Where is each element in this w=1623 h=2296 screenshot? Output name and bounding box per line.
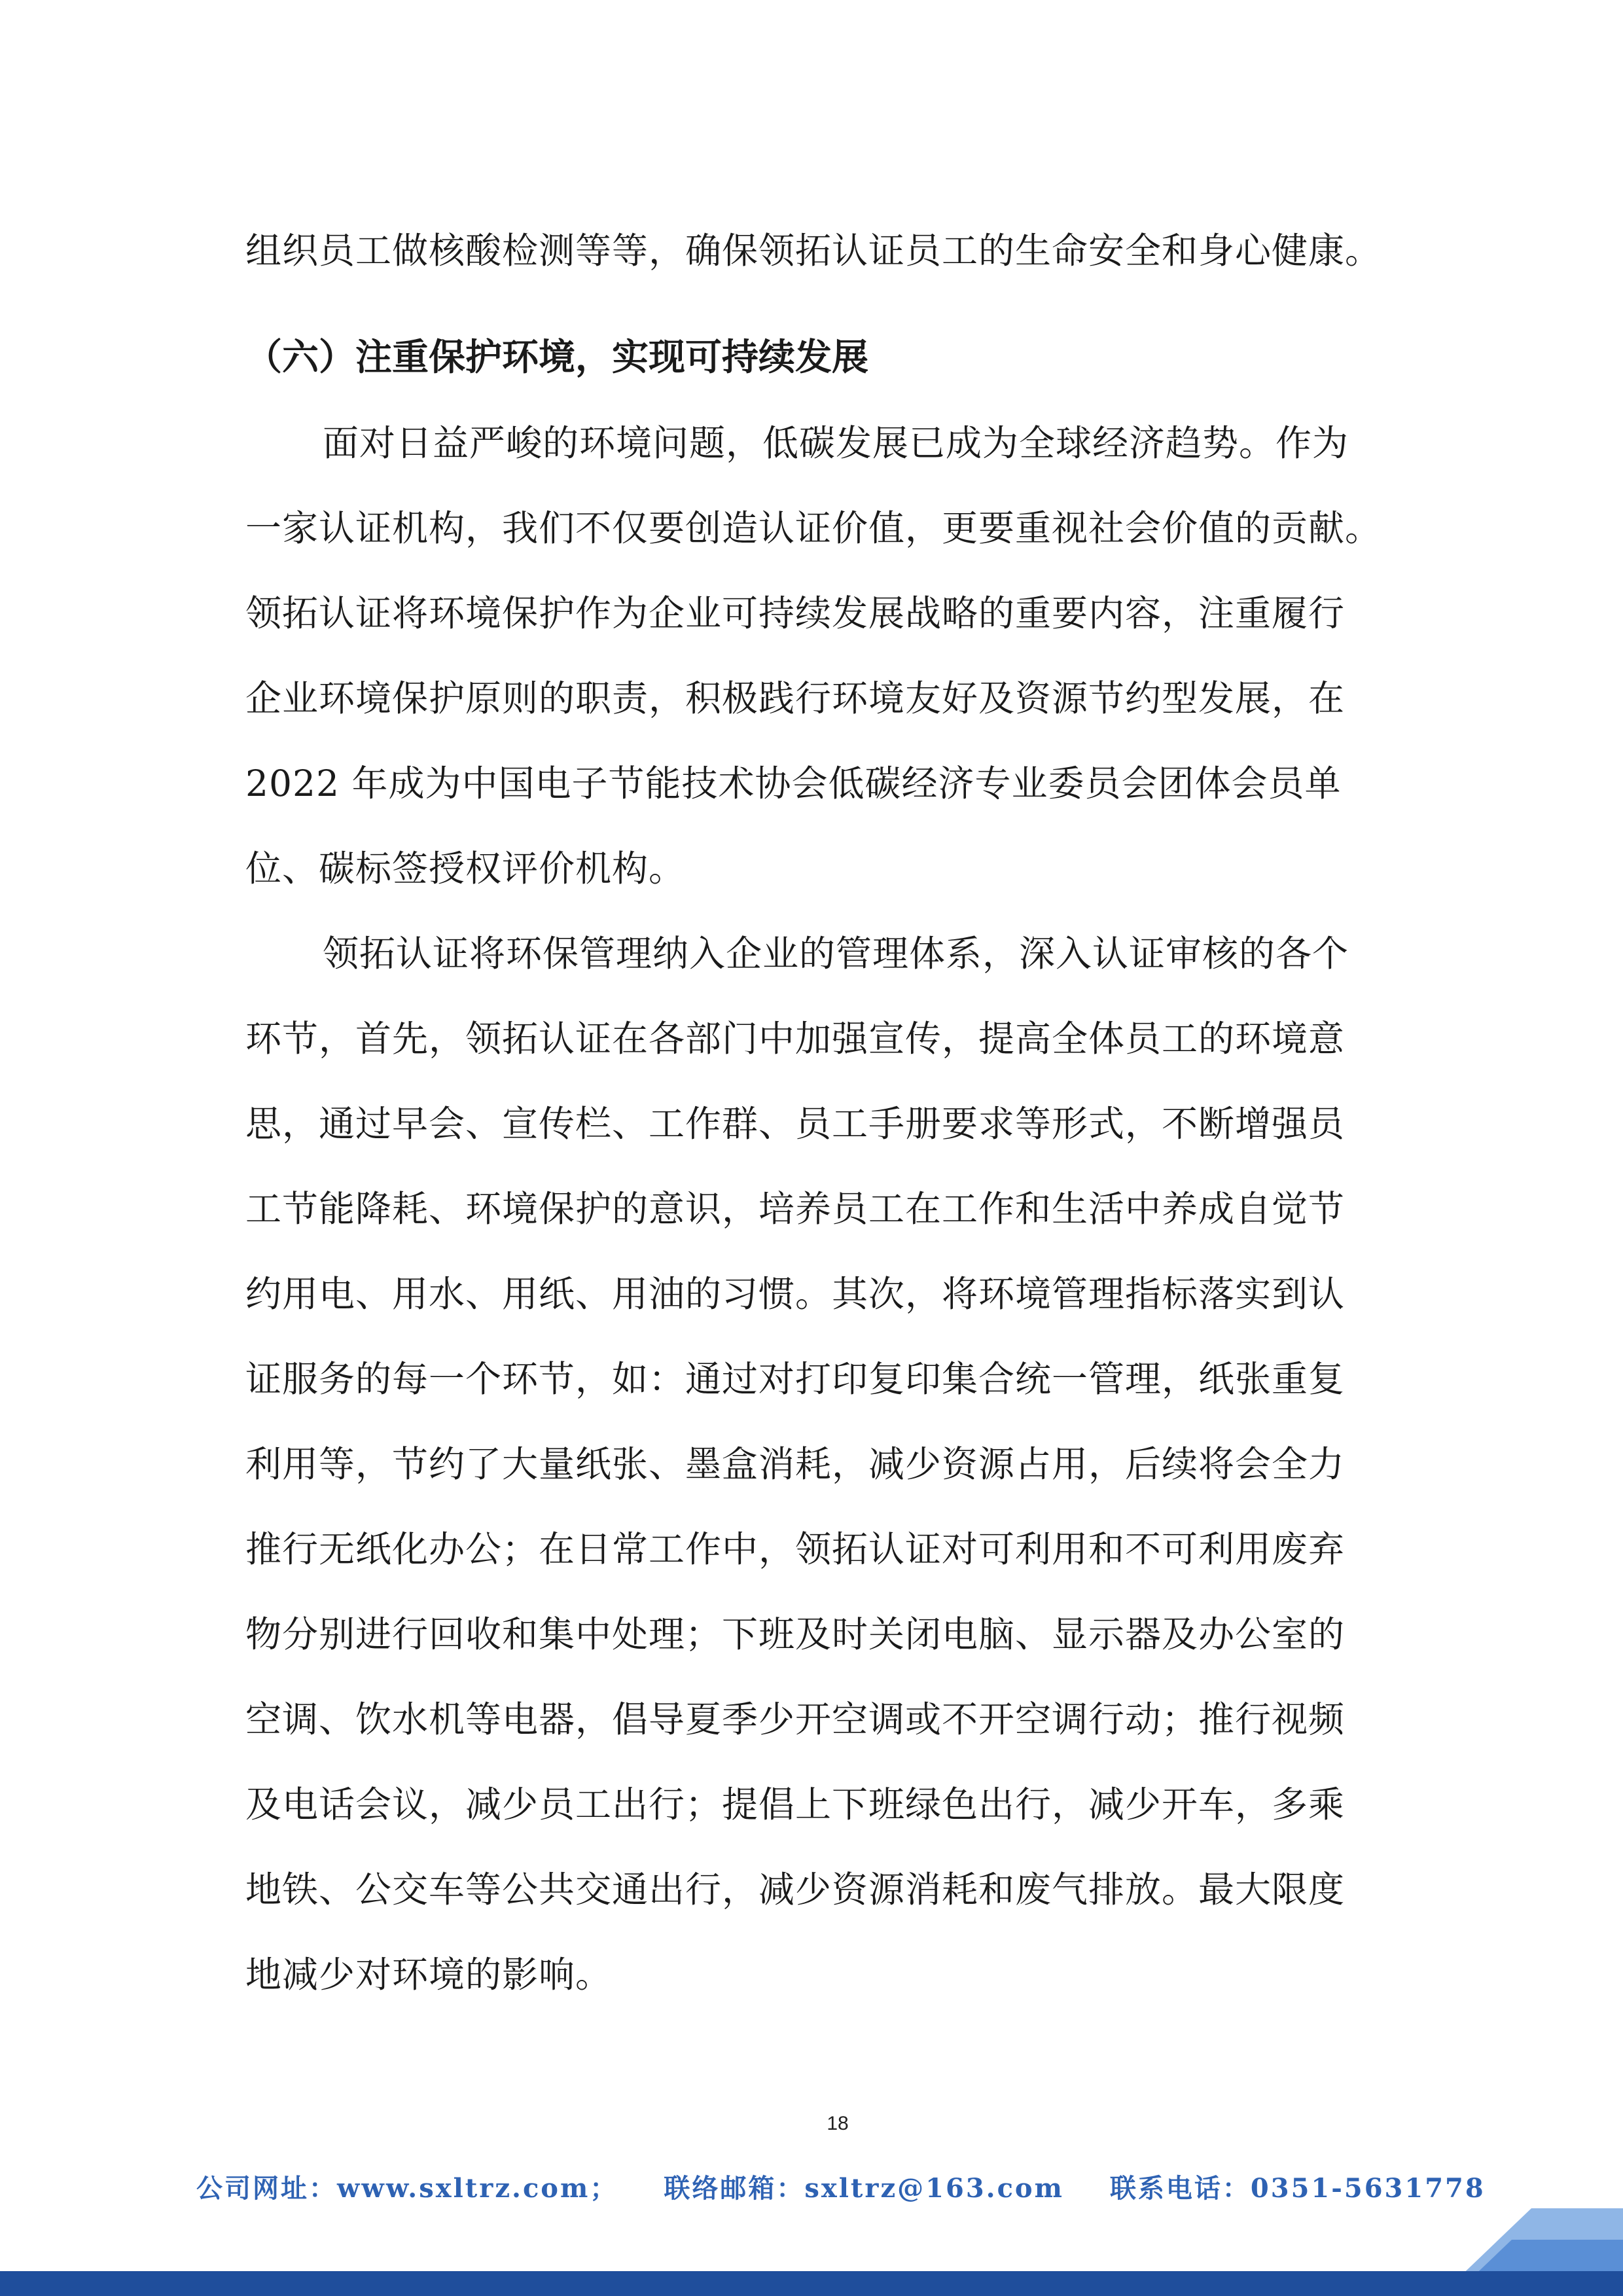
paragraph-line: 证服务的每一个环节，如：通过对打印复印集合统一管理，纸张重复 <box>245 1358 1346 1400</box>
paragraph-line: 物分别进行回收和集中处理；下班及时关闭电脑、显示器及办公室的 <box>245 1613 1346 1655</box>
paragraph-line: 位、碳标签授权评价机构。 <box>245 848 686 889</box>
footer-phone: 联系电话：0351-5631778 <box>1109 2173 1486 2204</box>
paragraph-2 <box>245 911 1384 2017</box>
paragraph-line: 领拓认证将环保管理纳入企业的管理体系，深入认证审核的各个 <box>323 933 1349 975</box>
page-number: 18 <box>827 2113 849 2134</box>
paragraph-line: 利用等，节约了大量纸张、墨盒消耗，减少资源占用，后续将会全力 <box>245 1443 1346 1485</box>
footer-band-bar <box>0 2271 1623 2296</box>
paragraph-line: 工节能降耗、环境保护的意识，培养员工在工作和生活中养成自觉节 <box>245 1188 1346 1230</box>
footer-email: 联络邮箱：sxltrz@163.com <box>664 2173 1064 2204</box>
footer-website: 公司网址：www.sxltrz.com； <box>196 2173 618 2204</box>
paragraph-line: 一家认证机构，我们不仅要创造认证价值，更要重视社会价值的贡献。 <box>245 507 1382 549</box>
paragraph-line: 约用电、用水、用纸、用油的习惯。其次，将环境管理指标落实到认 <box>245 1273 1346 1315</box>
paragraph-line: 地铁、公交车等公共交通出行，减少资源消耗和废气排放。最大限度 <box>245 1869 1346 1910</box>
paragraph-line: 面对日益严峻的环境问题，低碳发展已成为全球经济趋势。作为 <box>323 422 1349 464</box>
paragraph-line: 2022 年成为中国电子节能技术协会低碳经济专业委员会团体会员单 <box>245 762 1342 804</box>
paragraph-line: 思，通过早会、宣传栏、工作群、员工手册要求等形式，不断增强员 <box>245 1103 1346 1145</box>
document-body <box>245 208 1384 2017</box>
paragraph-line: 企业环境保护原则的职责，积极践行环境友好及资源节约型发展，在 <box>245 677 1346 719</box>
paragraph-1 <box>245 401 1384 911</box>
footer-decorative-band <box>0 2199 1623 2296</box>
paragraph-line: 及电话会议，减少员工出行；提倡上下班绿色出行，减少开车，多乘 <box>245 1784 1346 1825</box>
section-heading: （六）注重保护环境，实现可持续发展 <box>245 336 868 379</box>
continuation-line: 组织员工做核酸检测等等，确保领拓认证员工的生命安全和身心健康。 <box>245 230 1382 272</box>
paragraph-line: 环节，首先，领拓认证在各部门中加强宣传，提高全体员工的环境意 <box>245 1018 1346 1060</box>
paragraph-line: 空调、饮水机等电器，倡导夏季少开空调或不开空调行动；推行视频 <box>245 1698 1346 1740</box>
paragraph-line: 领拓认证将环境保护作为企业可持续发展战略的重要内容，注重履行 <box>245 592 1346 634</box>
paragraph-line: 地减少对环境的影响。 <box>245 1954 613 1996</box>
paragraph-line: 推行无纸化办公；在日常工作中，领拓认证对可利用和不可利用废弃 <box>245 1528 1346 1570</box>
